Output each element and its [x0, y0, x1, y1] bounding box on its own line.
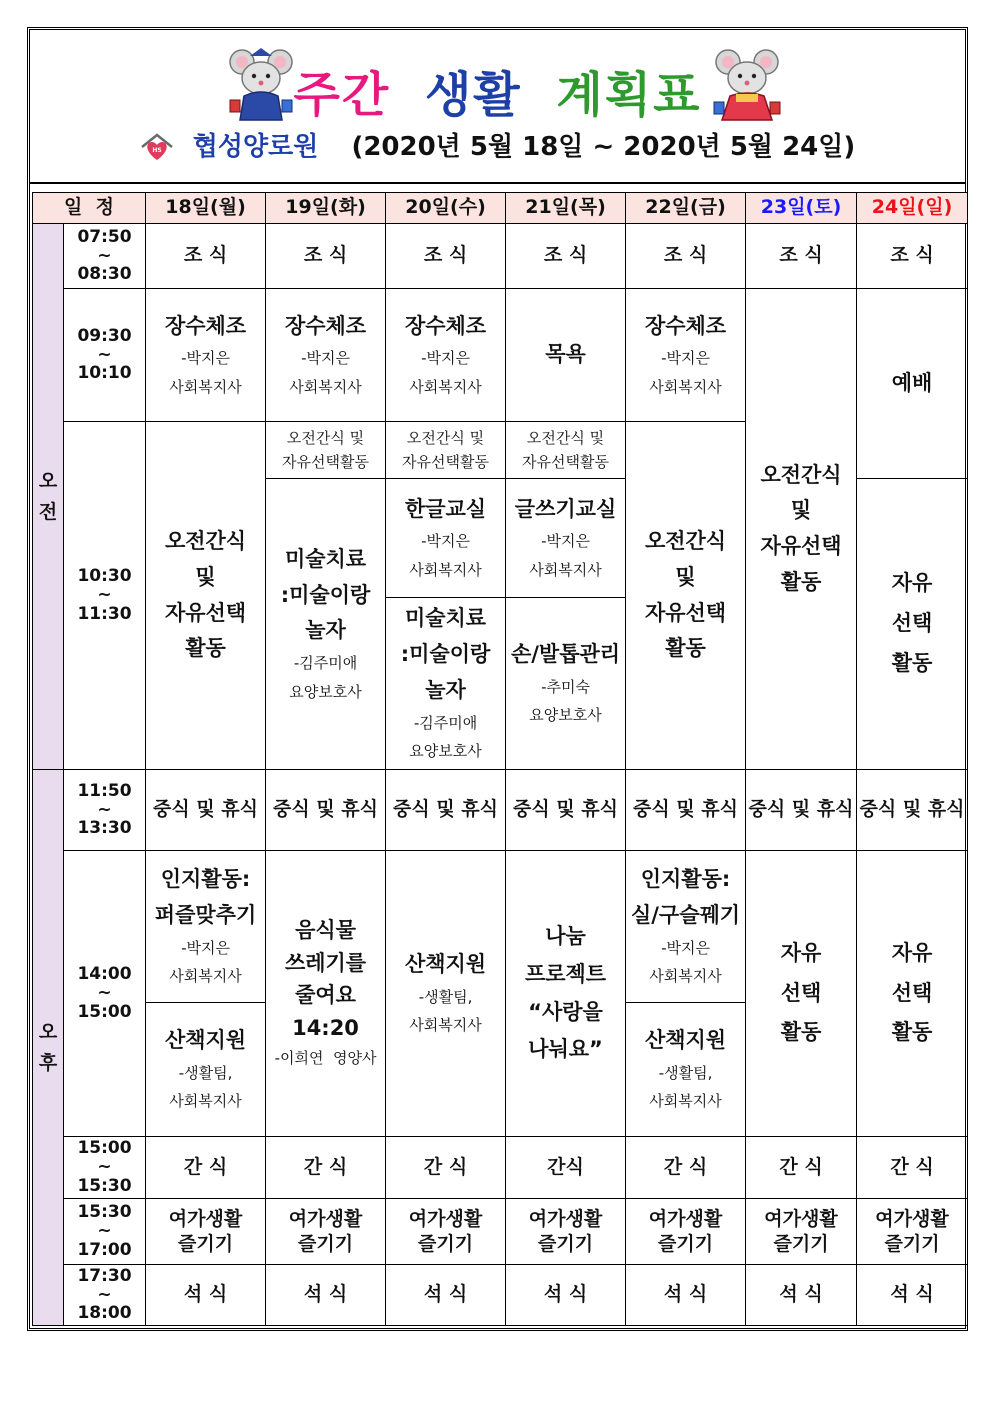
time-slot: 15:30 ~ 17:00 — [64, 1199, 146, 1265]
activity-title: 인지활동: 실/구슬꿰기 — [630, 867, 741, 927]
activity-title: 글쓰기교실 — [514, 496, 617, 521]
cell — [626, 851, 746, 1003]
activity-staff: -박지은 사회복지사 — [649, 938, 722, 986]
day-header-saturday: 23일(토) — [746, 193, 857, 224]
activity-staff: -생활팀, 사회복지사 — [169, 1063, 242, 1111]
activity-title: 미술치료 :미술이랑 놀자 — [280, 546, 371, 643]
cell — [386, 851, 506, 1137]
activity-staff: -박지은 사회복지사 — [649, 349, 722, 396]
cell: 조 식 — [146, 224, 266, 289]
time-slot: 10:30 ~ 11:30 — [64, 422, 146, 770]
cell: 중식 및 휴식 — [146, 770, 266, 851]
cell: 여가생활 즐기기 — [746, 1199, 857, 1265]
cell: 여가생활 즐기기 — [386, 1199, 506, 1265]
activity-title: 산책지원 — [164, 1028, 247, 1053]
table-row — [33, 1265, 968, 1326]
cell: 중식 및 휴식 — [857, 770, 968, 851]
cell: 조 식 — [386, 224, 506, 289]
activity-title: 미술치료 :미술이랑 놀자 — [400, 606, 491, 702]
time-slot: 15:00 ~ 15:30 — [64, 1137, 146, 1199]
time-slot: 14:00 ~ 15:00 — [64, 851, 146, 1137]
cell — [386, 289, 506, 422]
cell: 조 식 — [626, 224, 746, 289]
day-header: 20일(수) — [386, 193, 506, 224]
activity-title: 장수체조 — [644, 313, 727, 338]
activity-title: 음식물 쓰레기를 줄여요 14:20 — [284, 918, 367, 1040]
cell: 조 식 — [266, 224, 386, 289]
cell: 여가생활 즐기기 — [266, 1199, 386, 1265]
cell: 조 식 — [746, 224, 857, 289]
activity-staff: -박지은 사회복지사 — [409, 349, 482, 396]
table-row — [33, 770, 968, 851]
activity-staff: -이희연 영양사 — [274, 1049, 377, 1068]
cell: 여가생활 즐기기 — [857, 1199, 968, 1265]
cell — [146, 1003, 266, 1137]
title-word-2: 생활 — [424, 67, 522, 123]
activity-title: 손/발톱관리 — [510, 642, 621, 667]
activity-title: 산책지원 — [644, 1028, 727, 1053]
cell — [146, 851, 266, 1003]
cell: 간 식 — [146, 1137, 266, 1199]
activity-title: 한글교실 — [404, 496, 487, 521]
title-word-1: 주간 — [293, 67, 391, 123]
cell — [386, 598, 506, 770]
section-am: 오 전 — [33, 224, 64, 770]
cell: 석 식 — [266, 1265, 386, 1326]
subtitle — [30, 126, 965, 163]
cell — [146, 289, 266, 422]
cell — [506, 598, 626, 770]
cell: 간식 — [506, 1137, 626, 1199]
period: (2020년 5월 18일 ~ 2020년 5월 24일) — [351, 132, 856, 162]
home-heart-logo-icon — [140, 133, 174, 163]
cell: 간 식 — [266, 1137, 386, 1199]
cell: 나눔 프로젝트 “사랑을 나눠요” — [506, 851, 626, 1137]
cell: 간 식 — [386, 1137, 506, 1199]
activity-staff: -추미숙 요양보호사 — [529, 677, 602, 725]
cell: 목욕 — [506, 289, 626, 422]
activity-title: 인지활동: 퍼즐맞추기 — [154, 867, 257, 927]
title-word-3: 계획표 — [556, 67, 702, 123]
time-slot: 17:30 ~ 18:00 — [64, 1265, 146, 1326]
org-name: 협성양로원 — [192, 132, 319, 162]
time-slot: 09:30 ~ 10:10 — [64, 289, 146, 422]
activity-title: 장수체조 — [284, 313, 367, 338]
cell: 석 식 — [626, 1265, 746, 1326]
cell: 오전간식 및 자유선택활동 — [266, 422, 386, 479]
day-header: 18일(월) — [146, 193, 266, 224]
cell: 중식 및 휴식 — [266, 770, 386, 851]
activity-staff: -김주미애 요양보호사 — [289, 654, 362, 701]
cell: 중식 및 휴식 — [386, 770, 506, 851]
header-row — [33, 193, 968, 224]
activity-staff: -박지은 사회복지사 — [169, 349, 242, 396]
section-pm: 오 후 — [33, 770, 64, 1326]
cell: 석 식 — [506, 1265, 626, 1326]
activity-title: 산책지원 — [404, 952, 487, 977]
day-header: 19일(화) — [266, 193, 386, 224]
cell: 석 식 — [746, 1265, 857, 1326]
weekly-schedule-table — [32, 192, 968, 1326]
activity-staff: -박지은 사회복지사 — [529, 532, 602, 579]
cell: 오전간식 및 자유선택 활동 — [746, 289, 857, 770]
cell — [386, 479, 506, 598]
cell: 석 식 — [386, 1265, 506, 1326]
cell: 자유 선택 활동 — [857, 851, 968, 1137]
table-row — [33, 1199, 968, 1265]
table-row — [33, 1137, 968, 1199]
cell: 오전간식 및 자유선택활동 — [506, 422, 626, 479]
activity-staff: -박지은 사회복지사 — [169, 938, 242, 986]
cell — [626, 1003, 746, 1137]
cell: 조 식 — [506, 224, 626, 289]
cell: 여가생활 즐기기 — [146, 1199, 266, 1265]
cell: 간 식 — [626, 1137, 746, 1199]
table-row — [33, 851, 968, 1003]
activity-title: 장수체조 — [164, 313, 247, 338]
time-slot: 07:50 ~ 08:30 — [64, 224, 146, 289]
cell: 오전간식 및 자유선택 활동 — [626, 422, 746, 770]
cell: 중식 및 휴식 — [626, 770, 746, 851]
cell: 예배 — [857, 289, 968, 479]
page-title — [30, 56, 965, 125]
cell — [266, 851, 386, 1137]
cell — [266, 289, 386, 422]
activity-title: 장수체조 — [404, 313, 487, 338]
activity-staff: -박지은 사회복지사 — [289, 349, 362, 396]
cell: 자유 선택 활동 — [746, 851, 857, 1137]
cell: 조 식 — [857, 224, 968, 289]
cell: 간 식 — [857, 1137, 968, 1199]
cell: 석 식 — [146, 1265, 266, 1326]
cell: 자유 선택 활동 — [857, 479, 968, 770]
cell: 중식 및 휴식 — [506, 770, 626, 851]
cell: 중식 및 휴식 — [746, 770, 857, 851]
cell: 간 식 — [746, 1137, 857, 1199]
svg-text:HS: HS — [152, 146, 162, 154]
schedule-document — [27, 27, 968, 1331]
day-header-sunday: 24일(일) — [857, 193, 968, 224]
cell: 오전간식 및 자유선택 활동 — [146, 422, 266, 770]
cell — [626, 289, 746, 422]
activity-staff: -생활팀, 사회복지사 — [649, 1063, 722, 1111]
activity-staff: -박지은 사회복지사 — [409, 532, 482, 579]
cell: 오전간식 및 자유선택활동 — [386, 422, 506, 479]
day-header: 21일(목) — [506, 193, 626, 224]
cell — [506, 479, 626, 598]
time-slot: 11:50 ~ 13:30 — [64, 770, 146, 851]
document-header — [30, 30, 965, 184]
cell: 석 식 — [857, 1265, 968, 1326]
day-header: 22일(금) — [626, 193, 746, 224]
schedule-header: 일 정 — [33, 193, 146, 224]
cell: 여가생활 즐기기 — [506, 1199, 626, 1265]
table-row — [33, 224, 968, 289]
cell — [266, 479, 386, 770]
table-row — [33, 289, 968, 422]
activity-staff: -김주미애 요양보호사 — [409, 713, 482, 761]
cell: 여가생활 즐기기 — [626, 1199, 746, 1265]
activity-staff: -생활팀, 사회복지사 — [409, 987, 482, 1035]
